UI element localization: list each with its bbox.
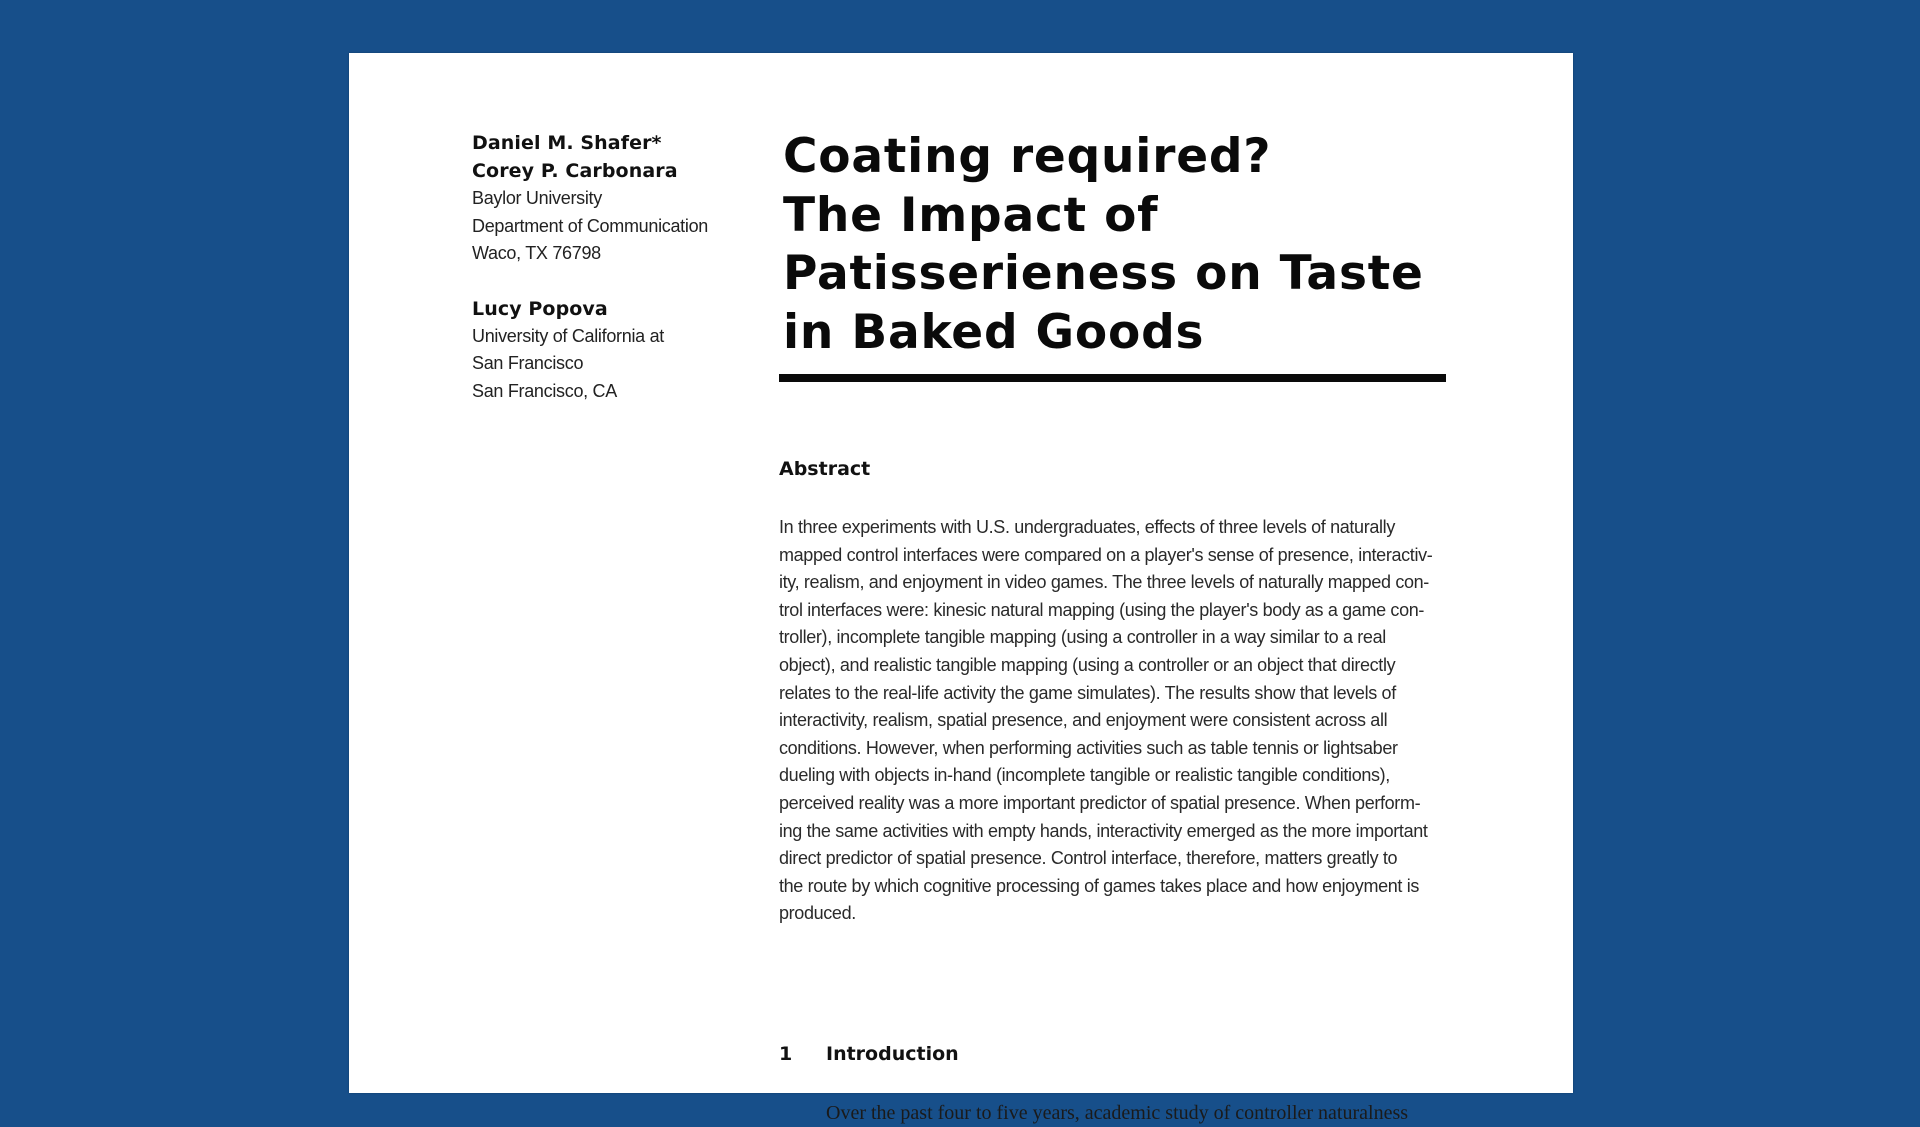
affiliation-line: Department of Communication — [472, 215, 709, 236]
abstract-line: troller), incomplete tangible mapping (using a controller in a way similar to a real — [779, 627, 1386, 648]
title-line: Patisserieness on Taste — [783, 246, 1424, 301]
abstract-line: interactivity, realism, spatial presence, and enjoyment were consistent across all — [779, 710, 1388, 731]
author-name: Lucy Popova — [472, 297, 608, 320]
title-rule — [779, 374, 1446, 382]
abstract-line: trol interfaces were: kinesic natural mapping (using the player's body as a game con- — [779, 599, 1425, 620]
affiliation-line: University of California at — [472, 325, 664, 346]
abstract-line: ing the same activities with empty hands, interactivity emerged as the more important — [779, 820, 1428, 841]
affiliation-line: Waco, TX 76798 — [472, 243, 601, 263]
abstract-line: In three experiments with U.S. undergraduates, effects of three levels of naturally — [779, 517, 1395, 537]
paper-page — [349, 53, 1573, 1124]
section-number: 1 — [779, 1043, 793, 1065]
abstract-line: direct predictor of spatial presence. Control interface, therefore, matters greatly to — [779, 848, 1398, 869]
title-line: Coating required? — [783, 129, 1272, 184]
affiliation-line: Baylor University — [472, 188, 602, 208]
abstract-text — [779, 514, 1479, 928]
abstract-line: produced. — [779, 903, 856, 924]
abstract-line: perceived reality was a more important predictor of spatial presence. When perform- — [779, 792, 1421, 813]
paper-title — [783, 128, 1483, 362]
section-heading — [779, 1043, 959, 1065]
author-group — [472, 295, 772, 406]
abstract-line: object), and realistic tangible mapping (using a controller or an object that directly — [779, 654, 1396, 675]
affiliation-line: San Francisco — [472, 353, 584, 373]
author-name: Corey P. Carbonara — [472, 160, 678, 182]
title-line: in Baked Goods — [783, 304, 1205, 360]
abstract-line: mapped control interfaces were compared on a player's sense of presence, interactiv- — [779, 544, 1433, 565]
title-line: The Impact of — [783, 187, 1159, 243]
intro-paragraph: Over the past four to five years, academic study of controller naturalness — [826, 1102, 1409, 1124]
author-name: Daniel M. Shafer* — [472, 132, 662, 154]
abstract-line: dueling with objects in-hand (incomplete tangible or realistic tangible conditions), — [779, 765, 1390, 786]
section-title: Introduction — [826, 1043, 959, 1065]
abstract-line: relates to the real-life activity the game simulates). The results show that levels of — [779, 682, 1396, 703]
affiliation-line: San Francisco, CA — [472, 380, 617, 401]
abstract-line: the route by which cognitive processing of games takes place and how enjoyment is — [779, 875, 1420, 896]
author-block — [472, 129, 772, 432]
abstract-line: ity, realism, and enjoyment in video games. The three levels of naturally mapped con- — [779, 572, 1429, 593]
author-group — [472, 129, 772, 268]
abstract-heading: Abstract — [779, 458, 871, 480]
abstract-line: conditions. However, when performing activities such as table tennis or lightsaber — [779, 737, 1398, 758]
